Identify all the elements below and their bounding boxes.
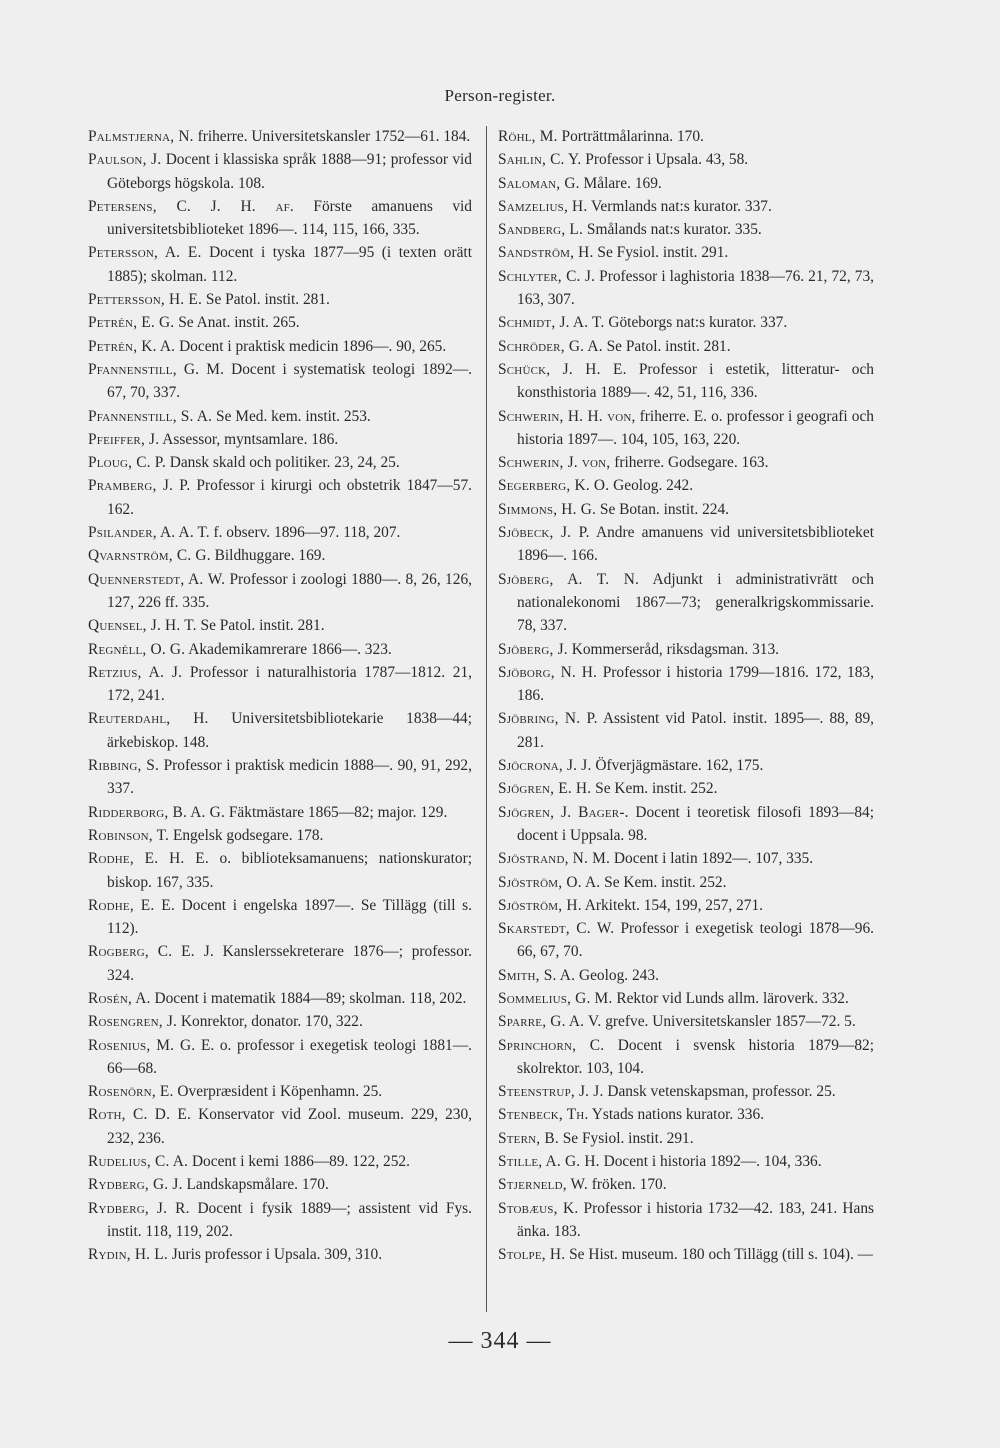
entry-text: Docent i historia 1892—. 104, 336. [599,1153,822,1171]
entry-text: Adjunkt i administrativrätt och nationalekonomi 1867—73; generalkrigskommissarie. 78, 337. [517,570,874,635]
entry-text: Konservator vid Zool. museum. 229, 230, 232, 236. [107,1106,472,1147]
entry-name: Rodhe, E. H. E. [88,850,209,868]
entry-name: Reuterdahl, H. [88,710,209,728]
register-entry [88,801,472,824]
left-column [88,125,472,1267]
entry-name: Rudelius, C. A. [88,1153,189,1171]
entry-text: Juris professor i Upsala. 309, 310. [167,1246,383,1264]
entry-name: Petrén, K. A. [88,337,176,355]
register-entry [498,1197,874,1244]
entry-text: Engelsk godsegare. 178. [169,826,324,844]
entry-name: Stille, A. G. H. [498,1153,600,1171]
register-entry [498,451,874,474]
entry-text: Arkitekt. 154, 199, 257, 271. [581,896,764,914]
register-entry [498,1173,874,1196]
entry-name: Ridderborg, B. A. G. [88,803,226,821]
entry-text: Dansk vetenskapsman, professor. 25. [603,1083,836,1101]
register-entry [498,148,874,171]
entry-name: Segerberg, K. O. [498,477,610,495]
entry-name: Sahlin, C. Y. [498,151,582,169]
entry-text: friherre. Universitetskansler 1752—61. 184. [193,128,471,145]
entry-name: Quensel, J. H. T. [88,617,197,635]
entry-name: Ploug, C. P. [88,454,166,472]
register-entry [88,521,472,544]
register-entry [498,661,874,708]
register-entry [498,917,874,964]
entry-text: Vermlands nat:s kurator. 337. [587,197,772,215]
entry-text: Universitetsbibliotekarie 1838—44; ärkebiskop. 148. [107,710,472,751]
register-entry [498,218,874,241]
entry-text: Dansk skald och politiker. 23, 24, 25. [165,454,400,472]
entry-name: Steenstrup, J. J. [498,1083,604,1101]
entry-name: Sjöborg, N. H. [498,663,598,681]
entry-text: Professor i historia 1732—42. 183, 241. Hans änka. 183. [517,1199,875,1240]
register-entry [88,474,472,521]
entry-text: grefve. Universitetskansler 1857—72. 5. [601,1013,856,1031]
register-entry [498,871,874,894]
register-entry [498,894,874,917]
register-entry [498,568,874,638]
entry-text: Docent i tyska 1877—95 (i texten orätt 1885); skolman. 112. [107,244,472,285]
entry-name: Stobæus, K. [498,1199,579,1217]
entry-text: Professor i laghistoria 1838—76. 21, 72, 73, 163, 307. [517,267,875,309]
entry-name: Schück, J. H. E. [498,360,627,378]
register-entry [88,1080,472,1103]
register-entry [498,1080,874,1103]
entry-name: Palmstjerna, N. [88,128,194,145]
entry-name: Rosenörn, E. [88,1083,174,1101]
entry-name: Sparre, G. A. V. [498,1013,602,1031]
entry-name: Ribbing, S. [88,757,160,775]
register-entry [88,614,472,637]
entry-text: Öfverjägmästare. 162, 175. [591,757,764,775]
column-divider [486,126,487,1312]
entry-name: Robinson, T. [88,826,170,844]
entry-text: Kanslerssekreterare 1876—; professor. 324. [107,943,472,984]
register-entry [88,1103,472,1150]
entry-name: Rosén, A. [88,989,151,1007]
entry-name: Saloman, G. [498,174,580,192]
entry-text: Professor i exegetisk teologi 1878—96. 66, 67, 70. [517,920,874,961]
entry-name: Stjerneld, W. [498,1176,588,1194]
register-entry [498,1243,874,1266]
register-entry [88,125,472,148]
register-entry [88,358,472,405]
register-entry [498,1010,874,1033]
register-entry [88,1173,472,1196]
register-entry [498,1127,874,1150]
entry-name: Roth, C. D. E. [88,1106,192,1124]
entry-name: Stolpe, H. [498,1246,566,1264]
entry-name: Sjögren, E. H. [498,780,592,798]
entry-text: Geolog. 243. [575,966,659,984]
entry-text: Andre amanuens vid universitetsbiblioteket 1896—. 166. [517,524,874,565]
entry-text: Assessor, myntsamlare. 186. [159,430,339,448]
entry-name: Rydberg, G. J. [88,1176,183,1194]
entry-text: Docent i teoretisk filosofi 1893—84; docent i Uppsala. 98. [517,803,874,844]
page-number: — 344 — [448,1328,552,1354]
entry-text: Professor i naturalhistoria 1787—1812. 21, 172, 241. [107,663,472,705]
register-entry [88,1150,472,1173]
entry-name: Sjöcrona, J. J. [498,757,592,775]
entry-text: Geolog. 242. [609,477,694,495]
entry-text: Assistent vid Patol. instit. 1895—. 88, 89, 281. [517,710,874,751]
register-entry [88,311,472,334]
entry-name: Stenbeck, Th. [498,1106,589,1124]
entry-text: friherre. E. o. professor i geografi och historia 1897—. 104, 105, 163, 220. [517,407,874,448]
entry-name: Sjöström, O. A. [498,873,601,891]
register-entry [88,824,472,847]
register-entry [88,428,472,451]
entry-name: Schwerin, J. von, [498,454,611,472]
entry-text: T. f. observ. 1896—97. 118, 207. [193,524,401,542]
register-entry [498,638,874,661]
register-entry [88,544,472,567]
entry-text: Docent i latin 1892—. 107, 335. [610,850,814,868]
entry-name: Petersson, A. E. [88,244,202,262]
register-entry [88,1197,472,1244]
entry-text: Professor i Upsala. 43, 58. [581,151,749,169]
entry-name: Rosenius, M. G. [88,1036,196,1054]
entry-name: Sjöbeck, J. P. [498,524,590,542]
entry-name: Qvarnström, C. G. [88,547,211,565]
register-entry [498,1103,874,1126]
entry-name: Sandström, H. [498,244,594,262]
entry-text: Professor i historia 1799—1816. 172, 183, 186. [517,663,874,705]
register-entry [88,940,472,987]
entry-name: Petrén, E. G. [88,314,175,332]
entry-name: Sjöbring, N. P. [498,710,598,728]
register-entry [498,311,874,334]
entry-name: Retzius, A. J. [88,663,183,681]
entry-name: Pramberg, J. P. [88,477,191,495]
entry-name: Smith, S. A. [498,966,576,984]
register-entry [88,1243,472,1266]
register-entry [88,335,472,358]
entry-text: E. o. professor i exegetisk teologi 1881—. 66—68. [107,1036,472,1077]
register-entry [88,638,472,661]
entry-name: Paulson, J. [88,151,162,169]
entry-name: Schröder, G. A. [498,337,603,355]
entry-name: Rydin, H. L. [88,1246,168,1264]
entry-text: Docent i praktisk medicin 1896—. 90, 265. [175,337,447,355]
entry-text: Docent i matematik 1884—89; skolman. 118, 202. [150,989,467,1007]
entry-name: Psilander, A. A. [88,524,194,542]
register-entry [498,172,874,195]
entry-name: Skarstedt, C. W. [498,920,615,938]
entry-name: Simmons, H. G. [498,500,597,518]
entry-text: Professor i zoologi 1880—. 8, 26, 126, 127, 226 ff. 335. [107,570,472,611]
entry-name: Regnéll, O. G. [88,640,186,658]
entry-text: Professor i kirurgi och obstetrik 1847—57. 162. [107,477,472,518]
entry-text: Målare. 169. [579,174,662,192]
register-entry [498,754,874,777]
register-entry [88,568,472,615]
page-header: Person-register. [444,86,556,105]
entry-text: Se Anat. instit. 265. [174,314,300,332]
register-entry [498,801,874,848]
entry-text: Overpræsident i Köpenhamn. 25. [173,1083,383,1101]
register-entry [498,335,874,358]
entry-text: Ystads nations kurator. 336. [588,1106,765,1124]
register-entry [498,964,874,987]
register-entry [498,777,874,800]
register-entry [498,241,874,264]
entry-text: Förste amanuens vid universitetsbiblioteket 1896—. 114, 115, 166, 335. [107,197,472,239]
entry-text: Se Patol. instit. 281. [196,617,325,635]
entry-name: Sandberg, L. [498,221,584,239]
entry-text: Kommerseråd, riksdagsman. 313. [567,640,780,658]
entry-name: Sjöstrand, N. M. [498,850,611,868]
register-entry [88,847,472,894]
register-entry [88,1034,472,1081]
register-entry [498,195,874,218]
entry-name: Sommelius, G. M. [498,989,613,1007]
entry-text: Smålands nat:s kurator. 335. [583,221,762,239]
entry-text: Docent i svensk historia 1879—82; skolrektor. 103, 104. [517,1036,874,1077]
entry-text: Docent i systematisk teologi 1892—. 67, 70, 337. [107,360,473,402]
entry-name: Rodhe, E. E. [88,896,175,914]
entry-name: Pfannenstill, S. A. [88,407,213,425]
register-entry [498,1034,874,1081]
entry-text: friherre. Godsegare. 163. [610,454,769,472]
entry-text: Professor i praktisk medicin 1888—. 90, 91, 292, 337. [107,757,472,798]
entry-text: fröken. 170. [587,1176,667,1194]
register-entry [498,707,874,754]
entry-text: Porträttmålarinna. 170. [557,128,704,145]
entry-name: Sjöberg, A. T. N. [498,570,640,588]
entry-text: Docent i engelska 1897—. Se Tillägg (till s. 112). [107,896,472,938]
entry-name: Pfeiffer, J. [88,430,160,448]
register-entry [88,451,472,474]
register-entry [498,358,874,405]
register-entry [498,125,874,148]
entry-text: Se Fysiol. instit. 291. [593,244,729,262]
register-entry [88,707,472,754]
entry-name: Sprinchorn, C. [498,1036,605,1054]
register-entry [88,894,472,941]
register-entry [88,148,472,195]
entry-name: Petersens, C. J. H. af. [88,197,294,215]
register-entry [88,241,472,288]
register-entry [88,195,472,242]
register-entry [498,405,874,452]
register-entry [88,405,472,428]
entry-text: Docent i fysik 1889—; assistent vid Fys. instit. 118, 119, 202. [107,1199,472,1240]
register-entry [498,987,874,1010]
entry-name: Sjögren, J. Bager-. [498,803,629,821]
entry-text: Professor i estetik, litteratur- och konsthistoria 1889—. 42, 51, 116, 336. [517,360,874,402]
entry-text: Se Patol. instit. 281. [202,291,330,309]
register-entry [498,265,874,312]
entry-name: Rogberg, C. E. J. [88,943,214,961]
entry-name: Samzelius, H. [498,197,588,215]
entry-text: Landskapsmålare. 170. [182,1176,329,1194]
entry-text: Se Fysiol. instit. 291. [558,1129,694,1147]
entry-text: Göteborgs nat:s kurator. 337. [604,314,788,332]
entry-name: Schlyter, C. J. [498,267,596,285]
right-column [498,125,874,1267]
entry-name: Sjöberg, J. [498,640,568,658]
register-entry [498,474,874,497]
entry-name: Pettersson, H. E. [88,291,203,309]
entry-text: Docent i kemi 1886—89. 122, 252. [188,1153,410,1171]
register-entry [498,498,874,521]
register-entry [498,521,874,568]
entry-text: Rektor vid Lunds allm. läroverk. 332. [612,989,849,1007]
register-entry [88,754,472,801]
entry-name: Rydberg, J. R. [88,1199,190,1217]
entry-text: Se Kem. instit. 252. [591,780,718,798]
register-entry [88,288,472,311]
register-entry [498,1150,874,1173]
register-entry [88,1010,472,1033]
entry-name: Schmidt, J. A. T. [498,314,605,332]
entry-name: Sjöström, H. [498,896,582,914]
register-entry [88,661,472,708]
entry-text: Bildhuggare. 169. [210,547,326,565]
entry-name: Pfannenstill, G. M. [88,360,225,378]
entry-text: o. biblioteksamanuens; nationskurator; biskop. 167, 335. [107,850,472,891]
entry-name: Röhl, M. [498,128,558,145]
register-entry [498,847,874,870]
entry-text: Se Patol. instit. 281. [602,337,731,355]
register-entry [88,987,472,1010]
entry-text: Akademikamrerare 1866—. 323. [185,640,392,658]
entry-name: Stern, B. [498,1129,559,1147]
entry-text: Se Hist. museum. 180 och Tillägg (till s. 104). — [565,1246,874,1264]
entry-text: Se Kem. instit. 252. [600,873,727,891]
entry-text: Fäktmästare 1865—82; major. 129. [225,803,448,821]
entry-text: Konrektor, donator. 170, 322. [177,1013,363,1031]
entry-text: Docent i klassiska språk 1888—91; professor vid Göteborgs högskola. 108. [107,151,472,192]
entry-name: Rosengren, J. [88,1013,178,1031]
entry-name: Schwerin, H. H. von, [498,407,636,425]
entry-text: Se Med. kem. instit. 253. [212,407,371,425]
entry-text: Se Botan. instit. 224. [596,500,730,518]
entry-name: Quennerstedt, A. W. [88,570,226,588]
